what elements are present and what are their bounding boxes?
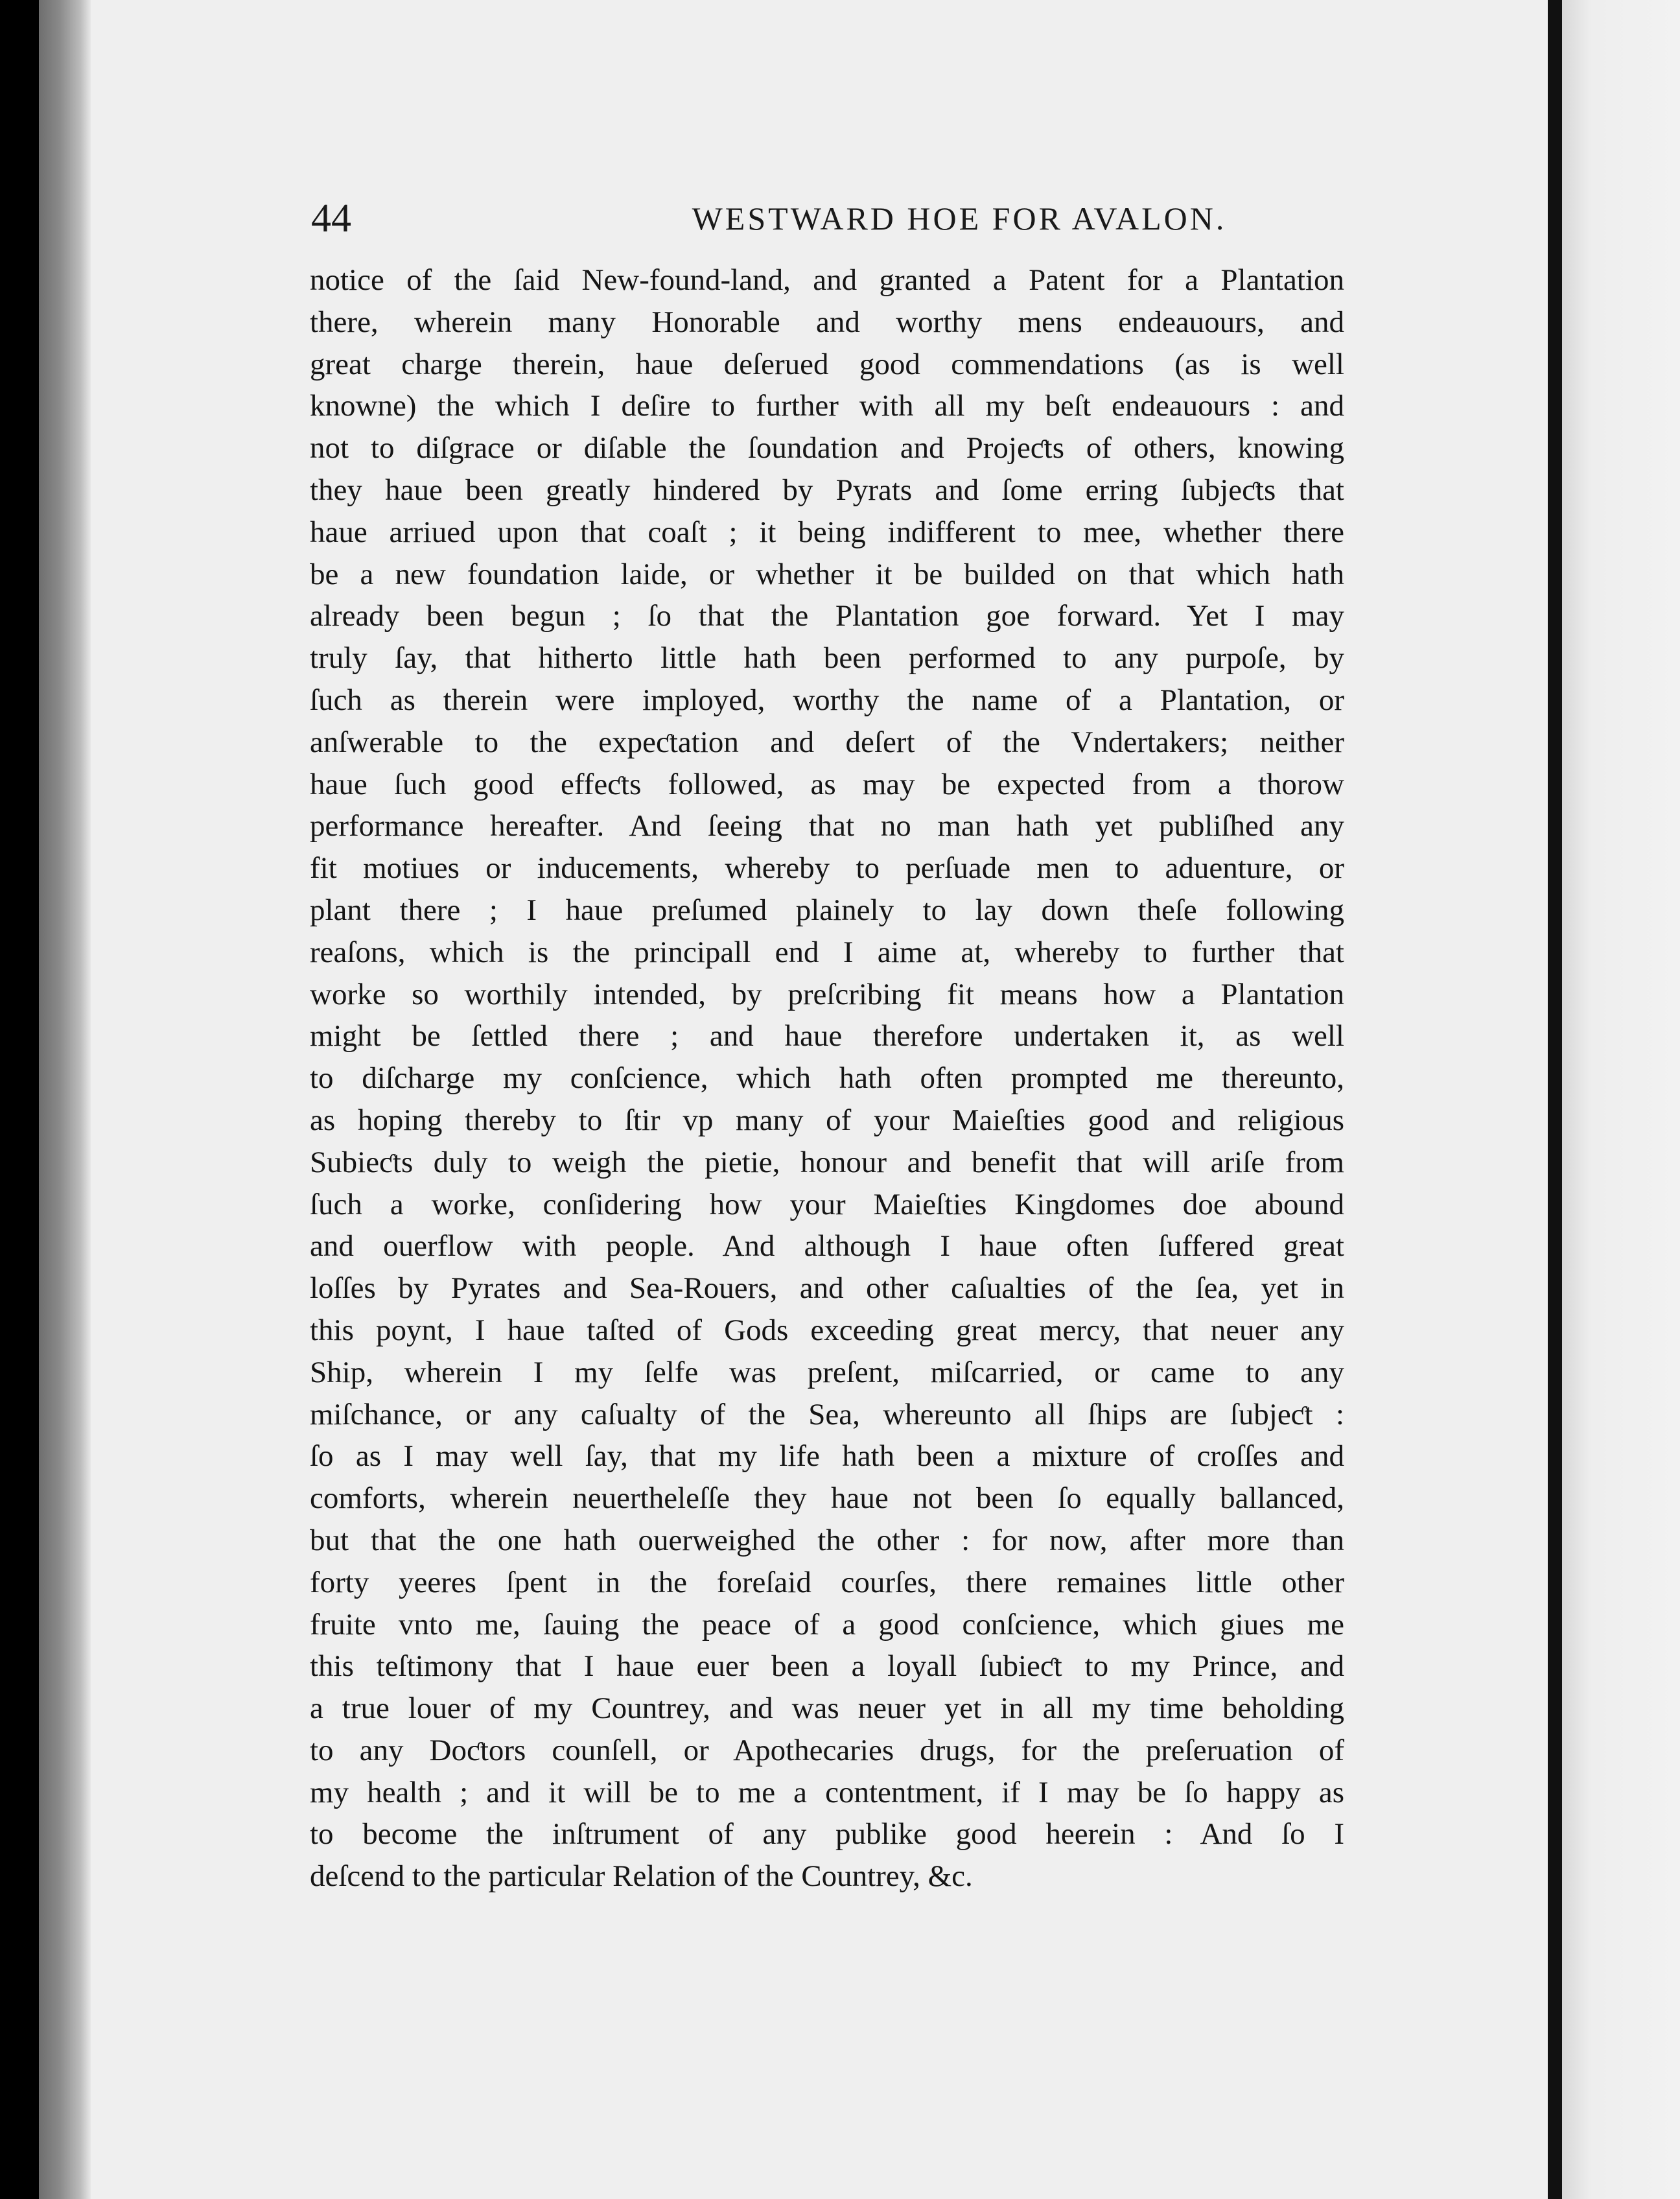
text-line: already been begun ; ſo that the Plantation goe forward. Yet I may — [310, 599, 1344, 633]
text-line: they haue been greatly hindered by Pyrats and ſome erring ſubjeƈts that — [310, 473, 1344, 507]
text-line: comforts, wherein neuertheleſſe they haue not been ſo equally ballanced, — [310, 1481, 1344, 1516]
text-line: to become the inſtrument of any publike good heerein : And ſo I — [310, 1817, 1344, 1852]
text-line: reaſons, which is the principall end I aime at, whereby to further that — [310, 935, 1344, 969]
text-line: fit motiues or inducements, whereby to perſuade men to aduenture, or — [310, 851, 1344, 886]
text-line: ſo as I may well ſay, that my life hath been a mixture of croſſes and — [310, 1439, 1344, 1474]
text-line: great charge therein, haue deſerued good commendations (as is well — [310, 347, 1344, 381]
text-line: this teſtimony that I haue euer been a loyall ſubieƈt to my Prince, and — [310, 1649, 1344, 1684]
text-line: forty yeeres ſpent in the foreſaid courſes, there remaines little other — [310, 1565, 1344, 1599]
text-line: my health ; and it will be to me a contentment, if I may be ſo happy as — [310, 1775, 1344, 1809]
text-line: miſchance, or any caſualty of the Sea, whereunto all ſhips are ſubjeƈt : — [310, 1397, 1344, 1431]
text-line: ſuch a worke, conſidering how your Maieſties Kingdomes doe abound — [310, 1187, 1344, 1221]
text-line: Subieƈts duly to weigh the pietie, honour and benefit that will ariſe from — [310, 1145, 1344, 1179]
text-line: notice of the ſaid New-found-land, and granted a Patent for a Plantation — [310, 263, 1344, 297]
text-line: to diſcharge my conſcience, which hath often prompted me thereunto, — [310, 1061, 1344, 1096]
page-number: 44 — [311, 196, 351, 241]
text-line: to any Doƈtors counſell, or Apothecaries drugs, for the preſeruation of — [310, 1733, 1344, 1767]
text-line: fruite vnto me, ſauing the peace of a good conſcience, which giues me — [310, 1607, 1344, 1641]
text-line: knowne) the which I deſire to further with all my beſt endeauours : and — [310, 389, 1344, 423]
text-line: as hoping thereby to ſtir vp many of your Maieſties good and religious — [310, 1103, 1344, 1137]
text-line: truly ſay, that hitherto little hath been performed to any purpoſe, by — [310, 641, 1344, 676]
text-line: there, wherein many Honorable and worthy mens endeauours, and — [310, 305, 1344, 339]
next-page-sliver — [1562, 0, 1680, 2199]
text-line: might be ſettled there ; and haue therefore undertaken it, as well — [310, 1019, 1344, 1053]
text-line: anſwerable to the expeƈtation and deſert of the Vndertakers; neither — [310, 725, 1344, 759]
text-line: a true louer of my Countrey, and was neuer yet in all my time beholding — [310, 1691, 1344, 1726]
text-line: not to diſgrace or diſable the ſoundation and Projeƈts of others, knowing — [310, 431, 1344, 465]
running-header — [311, 189, 1361, 248]
text-line: plant there ; I haue preſumed plainely to lay down theſe following — [310, 893, 1344, 927]
text-line: ſuch as therein were imployed, worthy the name of a Plantation, or — [310, 683, 1344, 717]
running-title: WESTWARD HOE FOR AVALON. — [692, 200, 1227, 237]
text-line: deſcend to the particular Relation of the Countrey, &c. — [310, 1859, 973, 1894]
text-line: worke so worthily intended, by preſcribing fit means how a Plantation — [310, 977, 1344, 1011]
body-text — [310, 259, 1344, 1898]
text-line: Ship, wherein I my ſelfe was preſent, miſcarried, or came to any — [310, 1355, 1344, 1389]
text-line: be a new foundation laide, or whether it be builded on that which hath — [310, 557, 1344, 591]
text-line: but that the one hath ouerweighed the other : for now, after more than — [310, 1523, 1344, 1557]
page-edge-line — [1548, 0, 1562, 2199]
text-line: performance hereafter. And ſeeing that no man hath yet publiſhed any — [310, 809, 1344, 843]
binding-shadow — [39, 0, 91, 2199]
text-line: and ouerflow with people. And although I haue often ſuffered great — [310, 1229, 1344, 1264]
text-line: loſſes by Pyrates and Sea-Rouers, and other caſualties of the ſea, yet in — [310, 1271, 1344, 1306]
text-line: haue arriued upon that coaſt ; it being indifferent to mee, whether there — [310, 515, 1344, 549]
text-line: haue ſuch good effeƈts followed, as may be expected from a thorow — [310, 767, 1344, 801]
text-line: this poynt, I haue taſted of Gods exceeding great mercy, that neuer any — [310, 1313, 1344, 1347]
